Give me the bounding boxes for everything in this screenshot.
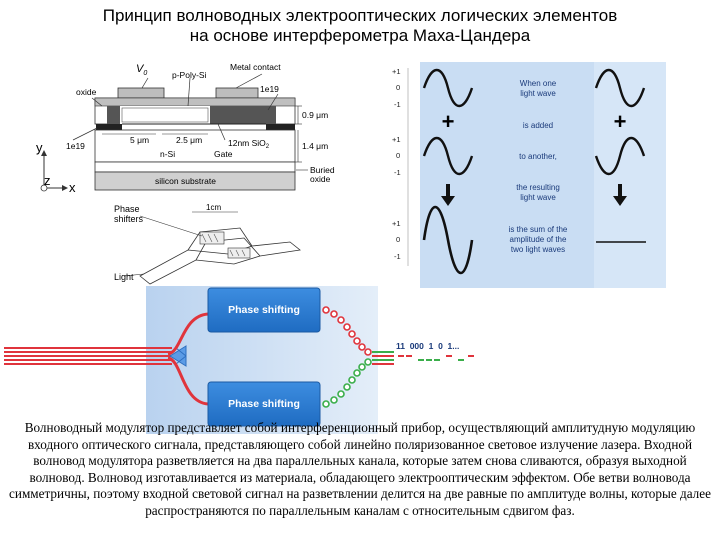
page-title [0,6,720,46]
v0-label: $V_0$ [136,63,148,77]
axis-z-label: z [44,173,51,188]
svg-text:+1: +1 [392,135,401,144]
output-bit-marks [398,356,474,360]
wave-text-3: to another, [519,152,557,161]
plus-right: + [613,109,627,134]
doping-top-label: 1e19 [260,84,279,94]
width-gap-label: 2.5 μm [176,135,203,145]
phase-shifter-top-label: Phase shifting [228,304,300,316]
svg-text:-1: -1 [394,168,401,177]
svg-text:-1: -1 [394,100,401,109]
bit-sequence: 11 000 1 0 1... [396,341,460,351]
mzi-device-sketch [110,202,310,286]
gate-oxide-label: 12nm SiO$_2$ [228,138,270,150]
gate-label: Gate [214,149,233,159]
svg-text:0: 0 [396,151,401,160]
svg-text:+1: +1 [392,219,401,228]
wave-superposition-panel [384,60,666,288]
phase-shifters-label-2: shifters [114,214,144,224]
buried-oxide [95,162,295,172]
wave-text-5c: two light waves [510,245,566,254]
mzi-modulator-illustration [0,286,480,434]
description-paragraph: Волноводный модулятор представляет собой интерференционный прибор, осуществляющий амплитудную модуляцию входного оптического сигнала, представляющего собой линейно поляризованное световое излучение лазера. Входной волновод модулятора разветвляется на два параллельных канала, которые затем снова сливаются, образуя выходной волновод. Волновод изготавливается из материала, обладающего электрооптическим эффектом. Обе ветви волновода симметричны, поэтому входной световой сигнал на разветвлении делится на две равные по амплитуде волны, которые далее распространяются по параллельным каналам с относительным сдвигом фаз. [9,420,711,518]
svg-text:0: 0 [396,235,401,244]
title-line-2: на основе интерферометра Маха-Цандера [189,26,531,45]
light-label: Light [114,272,134,282]
svg-text:-1: -1 [394,252,401,261]
thickness-top-label: 0.9 μm [302,110,329,120]
metal-contact-left [118,88,164,98]
waveguide-cross-section [30,58,350,198]
buried-oxide-label-1: Buried [310,165,335,175]
wave-text-1a: When one [519,79,557,88]
axis-y-label: y [36,140,43,155]
wave-text-5b: amplitude of the [509,235,567,244]
metal-contact-right [216,88,258,98]
title-line-1: Принцип волноводных электрооптических логических элементов [102,6,618,25]
doping-left-label: 1e19 [66,141,85,151]
oxide-label: oxide [76,87,97,97]
axis-x-label: x [69,180,76,195]
wave-text-5a: is the sum of the [508,225,568,234]
n-si-label: n-Si [160,149,176,159]
wave-text-1b: light wave [520,89,556,98]
wave-text-4a: the resulting [516,183,560,192]
buried-oxide-label-2: oxide [310,174,331,184]
wave-text-2: is added [522,121,554,130]
width-left-label: 5 μm [130,135,150,145]
metal-contact-label: Metal contact [230,62,281,72]
svg-text:0: 0 [396,83,401,92]
phase-shifters-label-1: Phase [114,204,140,214]
thickness-bottom-label: 1.4 μm [302,141,329,151]
phase-shifter-bottom-label: Phase shifting [228,398,300,410]
scale-label: 1cm [206,203,222,212]
wave-text-4b: light wave [520,193,556,202]
plus-left: + [441,109,455,134]
poly-si-label: p-Poly-Si [172,70,207,80]
substrate-label: silicon substrate [155,176,216,186]
svg-text:+1: +1 [392,67,401,76]
